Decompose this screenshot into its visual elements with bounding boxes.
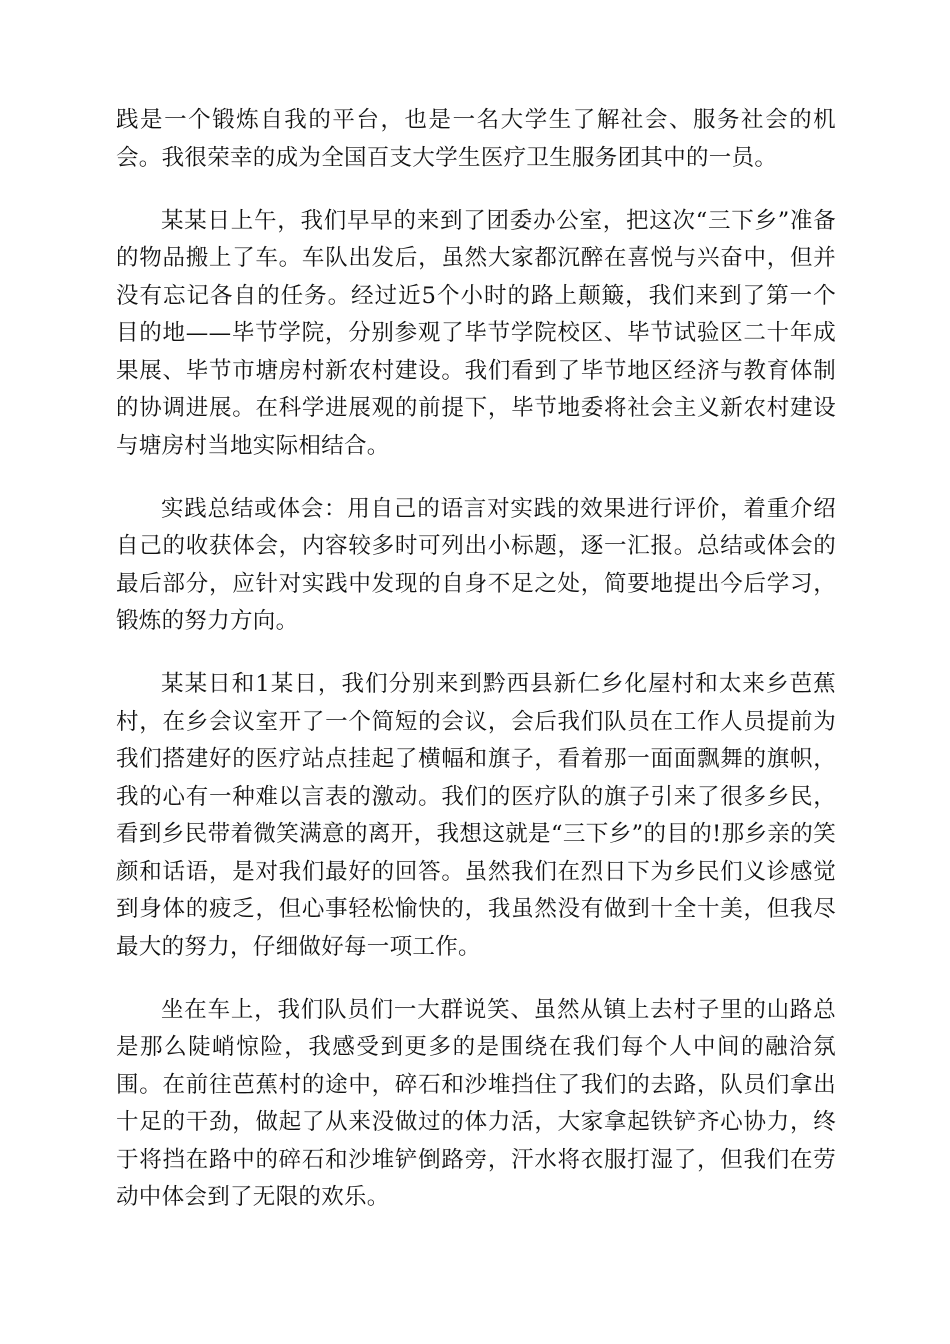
document-body [116,102,836,1242]
paragraph-departure: 某某日上午，我们早早的来到了团委办公室，把这次“三下乡”准备的物品搬上了车。车队出发后，虽然大家都沉醉在喜悦与兴奋中，但并没有忘记各自的任务。经过近5个小时的路上颠簸，我们来到了第一个目的地——毕节学院，分别参观了毕节学院校区、毕节试验区二十年成果展、毕节市塘房村新农村建设。我们看到了毕节地区经济与教育体制的协调进展。在科学进展观的前提下，毕节地委将社会主义新农村建设与塘房村当地实际相结合。 [116,207,836,459]
paragraph-continuation: 践是一个锻炼自我的平台，也是一名大学生了解社会、服务社会的机会。我很荣幸的成为全国百支大学生医疗卫生服务团其中的一员。 [116,107,836,171]
paragraph-road-work: 坐在车上，我们队员们一大群说笑、虽然从镇上去村子里的山路总是那么陡峭惊险，我感受到更多的是围绕在我们每个人中间的融洽氛围。在前往芭蕉村的途中，碎石和沙堆挡住了我们的去路，队员们拿出十足的干劲，做起了从来没做过的体力活，大家拿起铁铲齐心协力，终于将挡在路中的碎石和沙堆铲倒路旁，汗水将衣服打湿了，但我们在劳动中体会到了无限的欢乐。 [116,996,836,1210]
paragraph-medical-station: 某某日和1某日，我们分别来到黔西县新仁乡化屋村和太来乡芭蕉村，在乡会议室开了一个简短的会议，会后我们队员在工作人员提前为我们搭建好的医疗站点挂起了横幅和旗子，看着那一面面飘舞的旗帜，我的心有一种难以言表的激动。我们的医疗队的旗子引来了很多乡民，看到乡民带着微笑满意的离开，我想这就是“三下乡”的目的!那乡亲的笑颜和话语，是对我们最好的回答。虽然我们在烈日下为乡民们义诊感觉到身体的疲乏，但心事轻松愉快的，我虽然没有做到十全十美，但我尽最大的努力，仔细做好每一项工作。 [116,671,836,960]
paragraph-summary-guidance: 实践总结或体会：用自己的语言对实践的效果进行评价，着重介绍自己的收获体会，内容较多时可列出小标题，逐一汇报。总结或体会的最后部分，应针对实践中发现的自身不足之处，简要地提出今后学习，锻炼的努力方向。 [116,495,836,634]
